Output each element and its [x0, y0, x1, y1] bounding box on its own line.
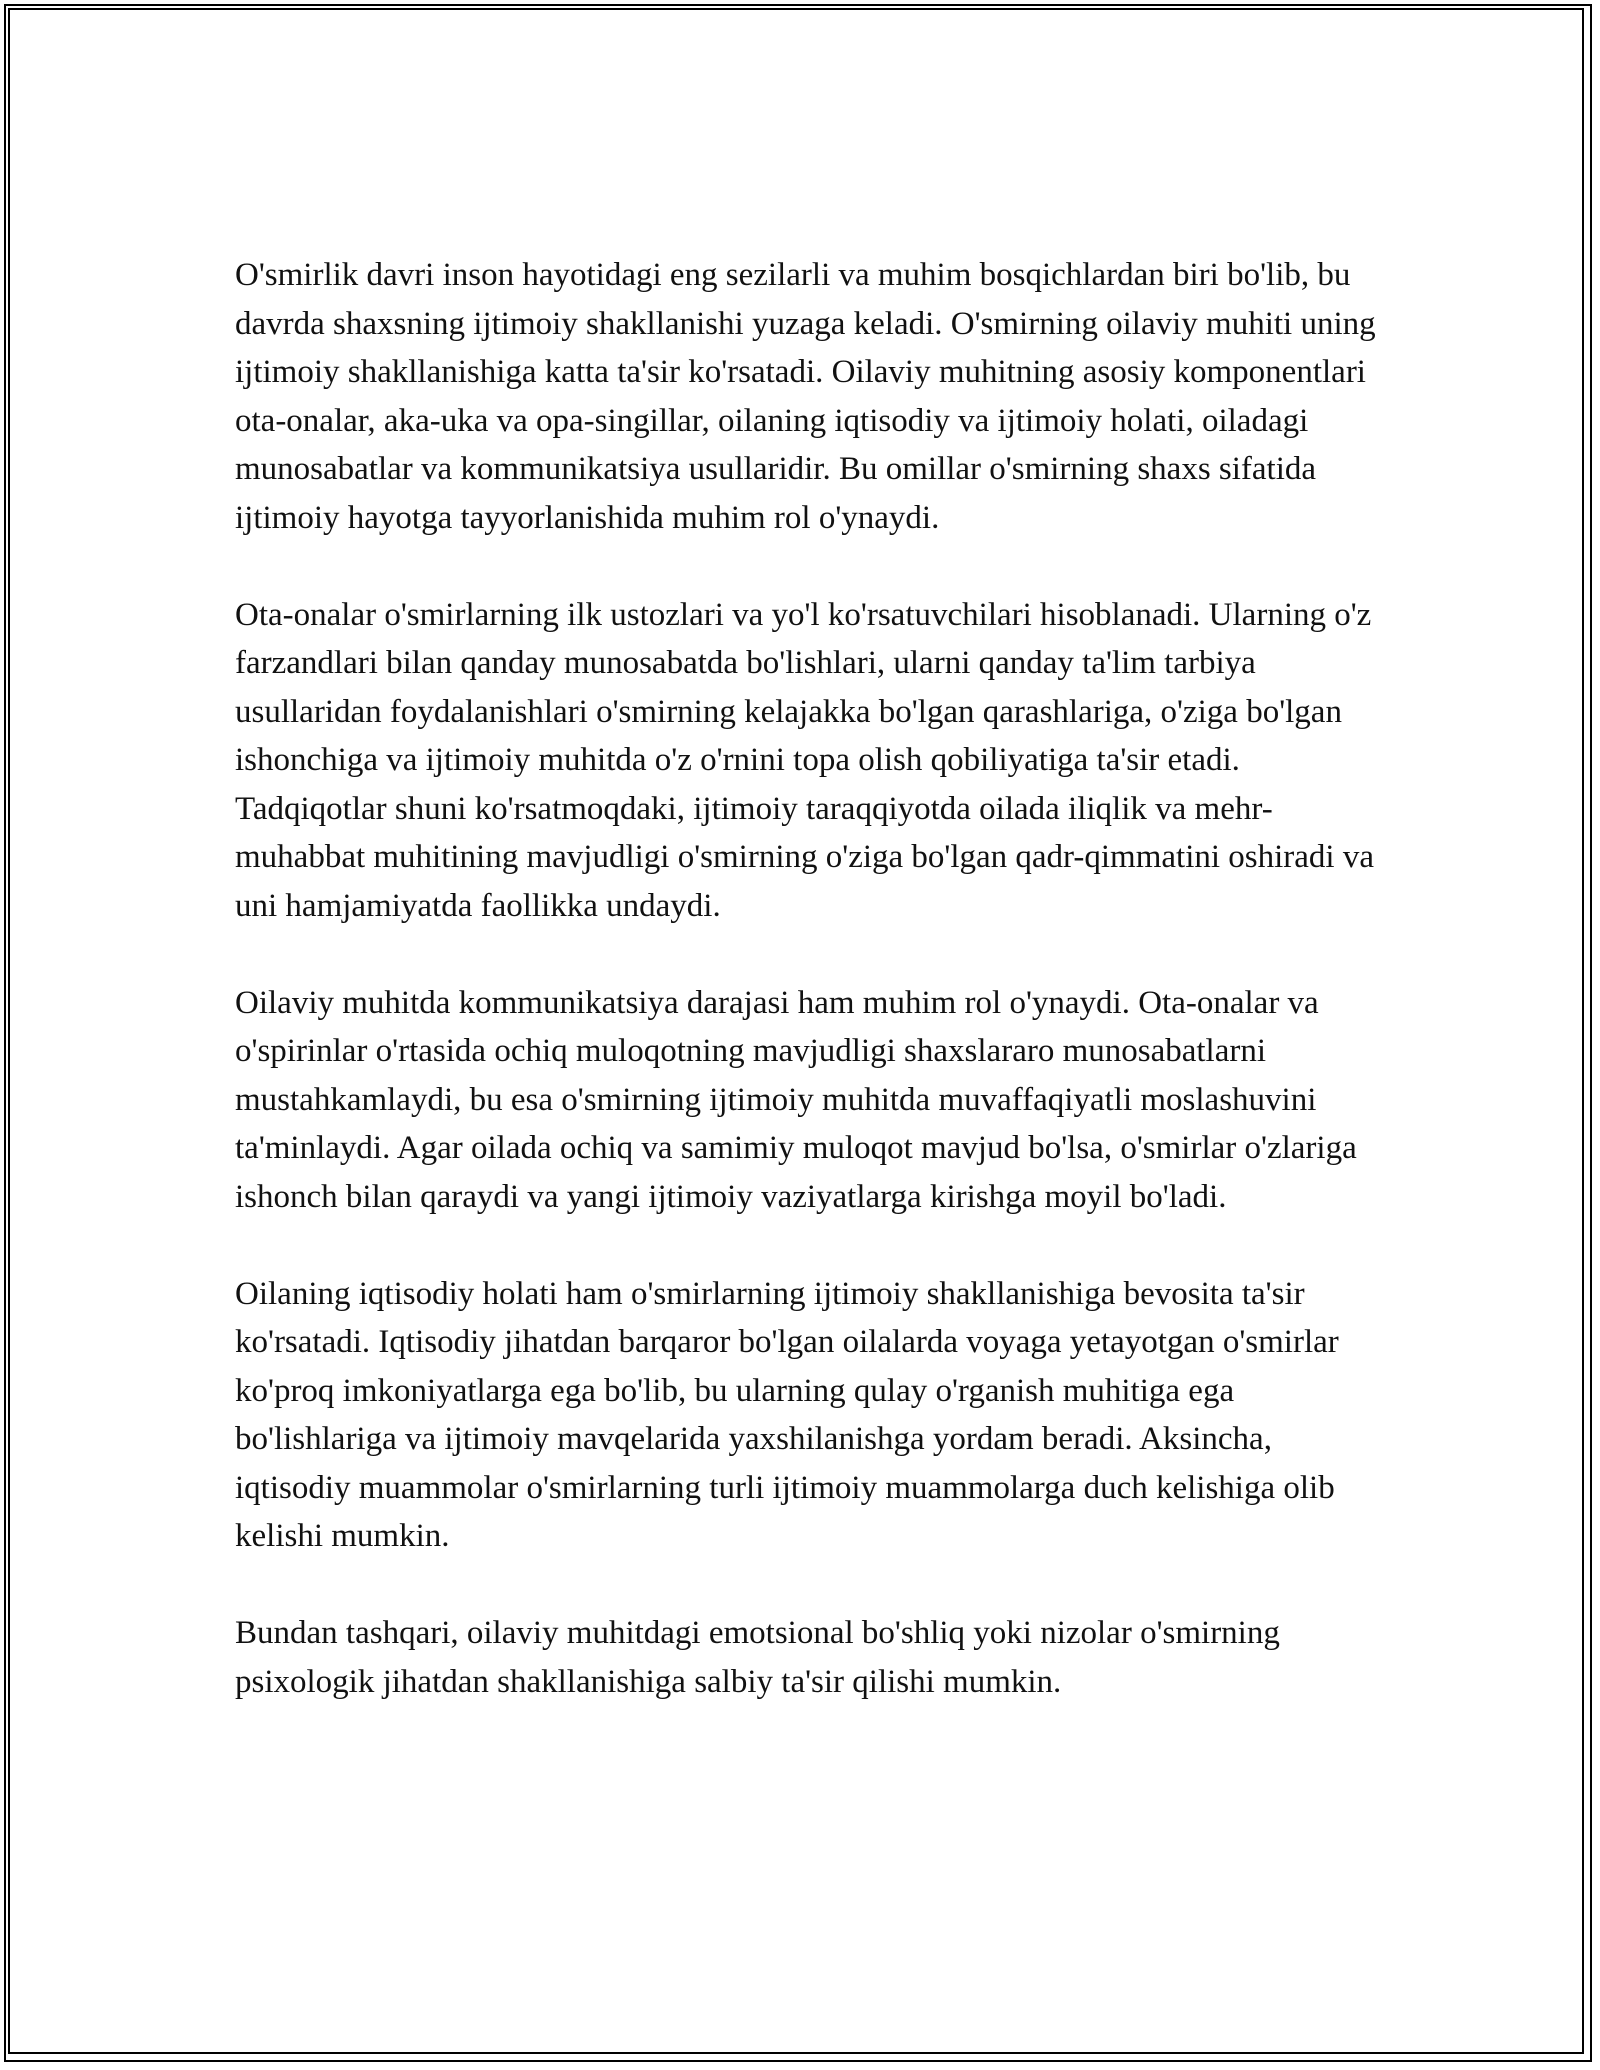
- paragraph-4: Oilaning iqtisodiy holati ham o'smirlarning ijtimoiy shakllanishiga bevosita ta'sir ko'rsatadi. Iqtisodiy jihatdan barqaror bo'lgan oilalarda voyaga yetayotgan o'smirlar ko'proq imkoniyatlarga ega bo'lib, bu ularning qulay o'rganish muhitiga ega bo'lishlariga va ijtimoiy mavqelarida yaxshilanishga yordam beradi. Aksincha, iqtisodiy muammolar o'smirlarning turli ijtimoiy muammolarga duch kelishiga olib kelishi mumkin.: [235, 1275, 1339, 1554]
- paragraph-3: Oilaviy muhitda kommunikatsiya darajasi ham muhim rol o'ynaydi. Ota-onalar va o'spirinlar o'rtasida ochiq muloqotning mavjudligi shaxslararo munosabatlarni mustahkamlaydi, bu esa o'smirning ijtimoiy muhitda muvaffaqiyatli moslashuvini ta'minlaydi. Agar oilada ochiq va samimiy muloqot mavjud bo'lsa, o'smirlar o'zlariga ishonch bilan qaraydi va yangi ijtimoiy vaziyatlarga kirishga moyil bo'ladi.: [235, 984, 1357, 1215]
- document-body: [235, 251, 1385, 1706]
- paragraph-2: Ota-onalar o'smirlarning ilk ustozlari va yo'l ko'rsatuvchilari hisoblanadi. Ularning o'z farzandlari bilan qanday munosabatda bo'lishlari, ularni qanday ta'lim tarbiya usullaridan foydalanishlari o'smirning kelajakka bo'lgan qarashlariga, o'ziga bo'lgan ishonchiga va ijtimoiy muhitda o'z o'rnini topa olish qobiliyatiga ta'sir etadi. Tadqiqotlar shuni ko'rsatmoqdaki, ijtimoiy taraqqiyotda oilada iliqlik va mehr-muhabbat muhitining mavjudligi o'smirning o'ziga bo'lgan qadr-qimmatini oshiradi va uni hamjamiyatda faollikka undaydi.: [235, 596, 1374, 924]
- paragraph-5: Bundan tashqari, oilaviy muhitdagi emotsional bo'shliq yoki nizolar o'smirning psixologik jihatdan shakllanishiga salbiy ta'sir qilishi mumkin.: [235, 1615, 1280, 1700]
- paragraph-1: O'smirlik davri inson hayotidagi eng sezilarli va muhim bosqichlardan biri bo'lib, bu davrda shaxsning ijtimoiy shakllanishi yuzaga keladi. O'smirning oilaviy muhiti uning ijtimoiy shakllanishiga katta ta'sir ko'rsatadi. Oilaviy muhitning asosiy komponentlari ota-onalar, aka-uka va opa-singillar, oilaning iqtisodiy va ijtimoiy holati, oiladagi munosabatlar va kommunikatsiya usullaridir. Bu omillar o'smirning shaxs sifatida ijtimoiy hayotga tayyorlanishida muhim rol o'ynaydi.: [235, 257, 1376, 536]
